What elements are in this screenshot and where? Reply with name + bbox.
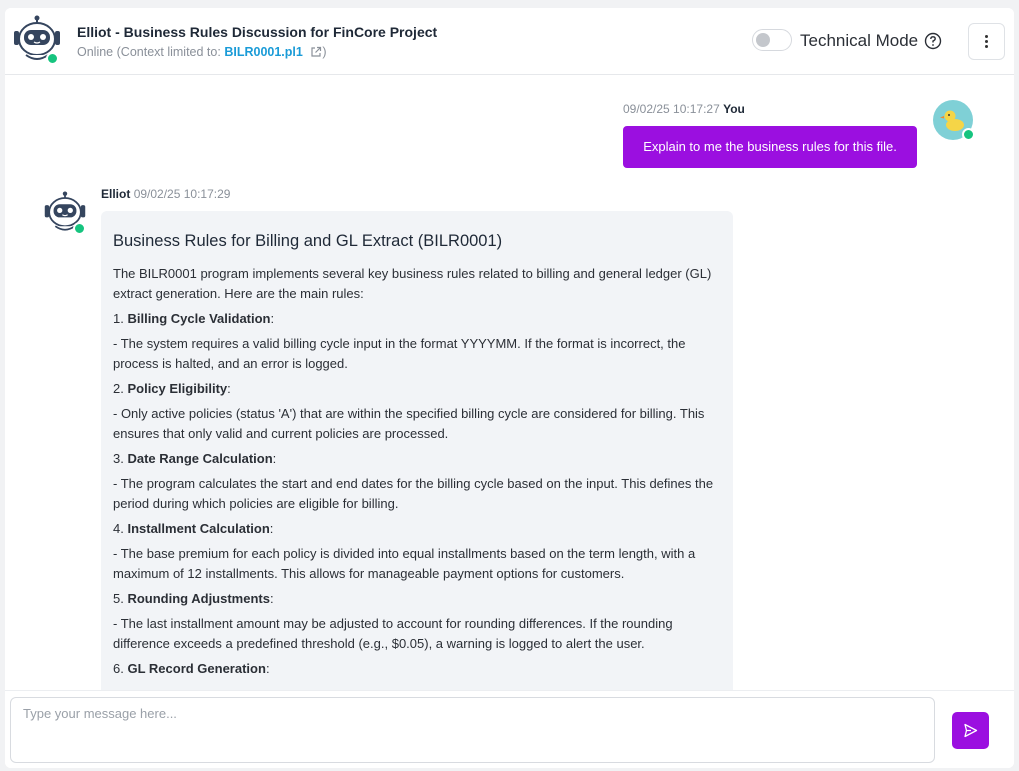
user-message-author: You	[723, 102, 745, 116]
bot-message-avatar	[43, 191, 87, 235]
external-link-icon[interactable]	[310, 46, 322, 61]
rule-heading: 6. GL Record Generation:	[113, 661, 270, 676]
conversation-title: Elliot - Business Rules Discussion for FinCore Project	[77, 24, 438, 40]
bot-message-author: Elliot	[101, 187, 131, 201]
bot-avatar	[12, 15, 62, 65]
user-message-timestamp: 09/02/25 10:17:27	[623, 102, 720, 116]
send-button[interactable]	[952, 712, 989, 749]
message-input[interactable]	[10, 697, 935, 763]
chat-header	[5, 8, 1014, 75]
online-status-dot	[73, 222, 86, 235]
more-vertical-icon-dot	[985, 45, 988, 48]
rule-description: - The system requires a valid billing cycle input in the format YYYYMM. If the format is incorrect, the process is halted, and an error is logged.	[113, 336, 686, 371]
user-message-meta	[623, 102, 745, 116]
message-list[interactable]	[5, 75, 1014, 690]
context-prefix: (Context limited to:	[116, 45, 221, 59]
rule-heading: 4. Installment Calculation:	[113, 521, 274, 536]
rule-number: 3.	[113, 451, 124, 466]
response-title: Business Rules for Billing and GL Extract (BILR0001)	[113, 232, 503, 250]
help-icon[interactable]	[924, 32, 942, 55]
response-intro: The BILR0001 program implements several key business rules related to billing and general ledger (GL) extract generation. Here are the main rules:	[113, 266, 712, 301]
online-status-text: Online	[77, 45, 114, 59]
rule-name: Policy Eligibility	[127, 381, 228, 396]
more-vertical-icon-dot	[985, 40, 988, 43]
rule-name: Date Range Calculation	[127, 451, 273, 466]
chat-app	[5, 8, 1014, 768]
context-suffix: )	[322, 45, 327, 59]
more-vertical-icon	[985, 35, 988, 38]
technical-mode-label: Technical Mode	[800, 31, 919, 50]
rule-number: 1.	[113, 311, 124, 326]
rule-description: - The base premium for each policy is divided into equal installments based on the term length, with a maximum of 12 installments. This allows for manageable payment options for customers.	[113, 546, 696, 581]
rule-description: - The last installment amount may be adjusted to account for rounding differences. If the rounding difference exceeds a predefined threshold (e.g., $0.05), a warning is logged to alert the user.	[113, 616, 673, 651]
rule-name: Rounding Adjustments	[127, 591, 270, 606]
rule-name: Installment Calculation	[127, 521, 270, 536]
rule-number: 6.	[113, 661, 124, 676]
rule-description: - The program calculates the start and end dates for the billing cycle based on the input. This defines the period during which policies are eligible for billing.	[113, 476, 714, 511]
rule-number: 4.	[113, 521, 124, 536]
technical-mode-toggle[interactable]	[752, 29, 792, 51]
bot-message-bubble	[101, 211, 733, 690]
bot-message-meta	[101, 187, 230, 201]
more-options-button[interactable]	[968, 23, 1005, 60]
bot-message-timestamp: 09/02/25 10:17:29	[133, 187, 231, 201]
online-status-dot	[962, 128, 975, 141]
rule-heading: 1. Billing Cycle Validation:	[113, 311, 275, 326]
user-avatar	[933, 100, 973, 140]
context-status	[77, 45, 327, 61]
online-status-dot	[46, 52, 59, 65]
user-message-bubble: Explain to me the business rules for this file.	[623, 126, 917, 168]
toggle-knob	[756, 33, 770, 47]
rule-heading: 5. Rounding Adjustments:	[113, 591, 274, 606]
rule-heading: 2. Policy Eligibility:	[113, 381, 231, 396]
rule-number: 5.	[113, 591, 124, 606]
rule-description: - Only active policies (status 'A') that are within the specified billing cycle are considered for billing. This ensures that only valid and current policies are processed.	[113, 406, 705, 441]
rule-name: Billing Cycle Validation	[127, 311, 271, 326]
rule-heading: 3. Date Range Calculation:	[113, 451, 277, 466]
rule-name: GL Record Generation	[127, 661, 266, 676]
business-rules-list	[113, 309, 721, 679]
send-icon	[963, 723, 978, 738]
context-file-link[interactable]: BILR0001.pl1	[224, 45, 303, 59]
message-composer	[5, 690, 1014, 768]
rule-number: 2.	[113, 381, 124, 396]
